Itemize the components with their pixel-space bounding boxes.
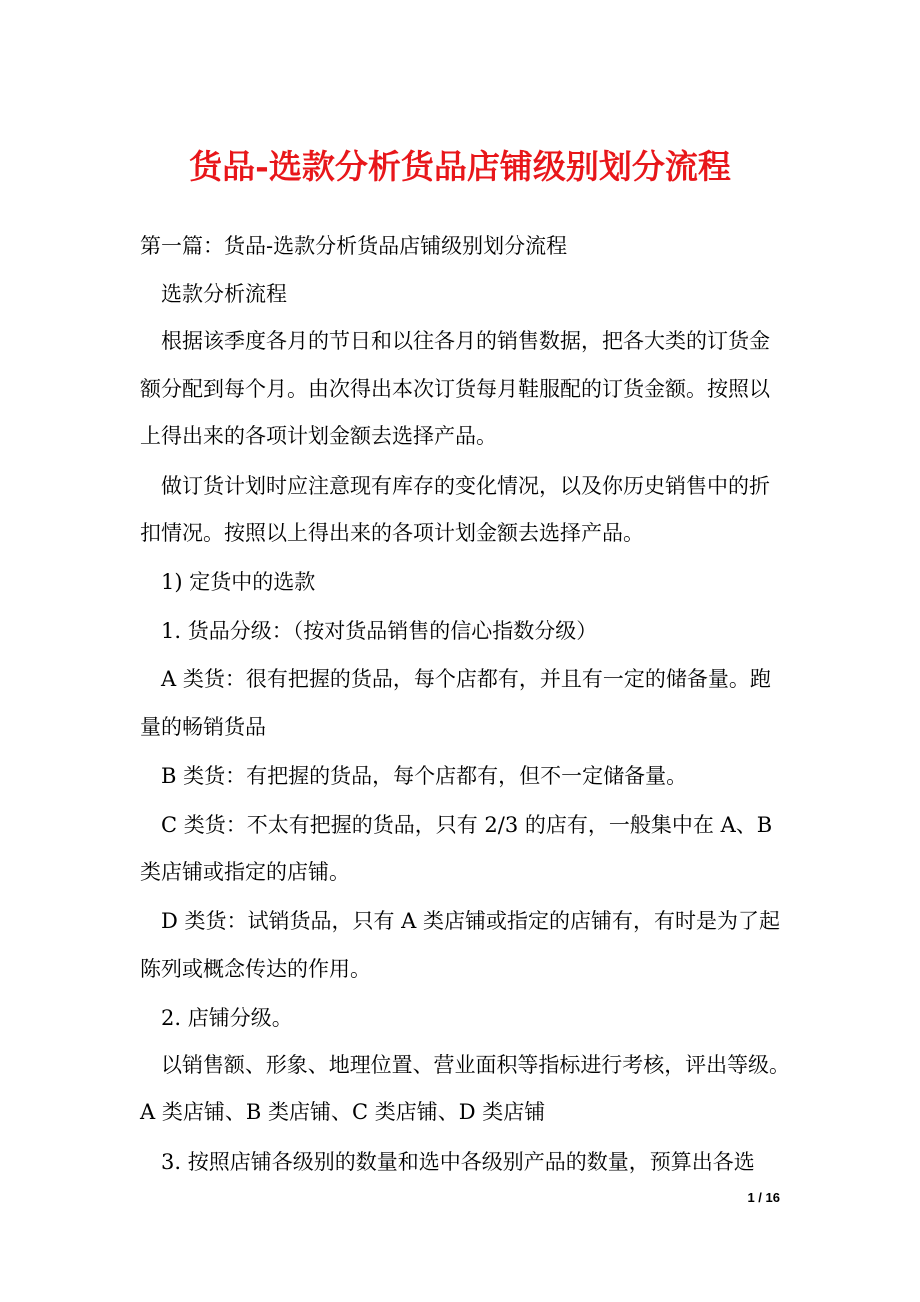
paragraph-line: 1) 定货中的选款 xyxy=(161,570,316,594)
paragraph-line: 第一篇：货品-选款分析货品店铺级别划分流程 xyxy=(140,234,568,258)
paragraph-line: A 类货：很有把握的货品，每个店都有，并且有一定的储备量。跑 xyxy=(161,667,771,691)
paragraph-line: 额分配到每个月。由次得出本次订货每月鞋服配的订货金额。按照以 xyxy=(140,377,770,401)
paragraph-line: 2. 店铺分级。 xyxy=(161,1006,293,1030)
paragraph-line: 陈列或概念传达的作用。 xyxy=(140,957,371,981)
paragraph-line: A 类店铺、B 类店铺、C 类店铺、D 类店铺 xyxy=(140,1100,546,1124)
paragraph-line: 以销售额、形象、地理位置、营业面积等指标进行考核，评出等级。 xyxy=(161,1053,790,1077)
paragraph-line: 3. 按照店铺各级别的数量和选中各级别产品的数量，预算出各选 xyxy=(161,1150,755,1174)
paragraph-line: 量的畅销货品 xyxy=(140,715,266,739)
paragraph-line: 类店铺或指定的店铺。 xyxy=(140,860,350,884)
paragraph-line: 上得出来的各项计划金额去选择产品。 xyxy=(140,424,497,448)
paragraph-line: B 类货：有把握的货品，每个店都有，但不一定储备量。 xyxy=(161,764,688,788)
document-title: 货品-选款分析货品店铺级别划分流程 xyxy=(189,147,731,186)
paragraph-line: 做订货计划时应注意现有库存的变化情况，以及你历史销售中的折 xyxy=(161,474,770,498)
paragraph-line: D 类货：试销货品，只有 A 类店铺或指定的店铺有，有时是为了起 xyxy=(161,909,781,933)
paragraph-line: 根据该季度各月的节日和以往各月的销售数据，把各大类的订货金 xyxy=(161,329,770,353)
paragraph-line: 选款分析流程 xyxy=(161,282,287,306)
paragraph-line: 1. 货品分级：（按对货品销售的信心指数分级） xyxy=(161,619,598,643)
paragraph-line: 扣情况。按照以上得出来的各项计划金额去选择产品。 xyxy=(140,521,644,545)
paragraph-line: C 类货：不太有把握的货品，只有 2/3 的店有，一般集中在 A、B xyxy=(161,813,773,837)
page-number: 1 / 16 xyxy=(747,1190,780,1205)
